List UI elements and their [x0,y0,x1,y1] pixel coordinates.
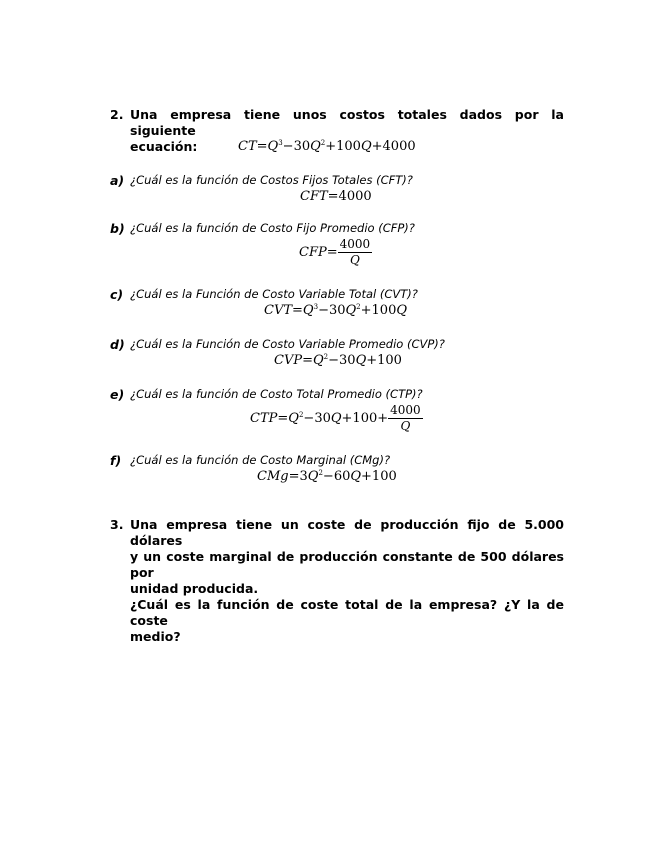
problem-2-statement-line1: Una empresa tiene unos costos totales dados por la siguiente [130,107,564,138]
answer-b-equation: CFP= $\frac{4000}{Q}$ [299,237,371,267]
question-a-letter: a) [110,173,125,188]
problem-2-statement-line2: ecuación: [130,139,198,154]
answer-f-equation: $CMg=3Q^2-60Q+100$ [257,469,397,484]
question-d-text: ¿Cuál es la Función de Costo Variable Promedio (CVP)? [130,337,445,351]
fraction: $\frac{4000}{Q}$ [339,237,371,267]
problem-3-line5: medio? [130,629,181,644]
ct-equation: $CT=Q^3-30Q^2+100Q+4000$ [238,139,416,154]
answer-e-equation: $CTP=Q^2-30Q+100+$ $\frac{4000}{Q}$ [250,403,421,433]
answer-c-equation: $CVT=Q^3-30Q^2+100Q$ [264,303,408,318]
problem-3-statement [130,517,564,645]
question-d-letter: d) [110,337,125,352]
answer-a-equation: CFT=4000 [300,189,372,204]
problem-3-line3: unidad producida. [130,581,259,596]
problem-3-line1: Una empresa tiene un coste de producción fijo de 5.000 dólares [130,517,564,548]
question-e-text: ¿Cuál es la función de Costo Total Promedio (CTP)? [130,387,423,401]
question-f-text: ¿Cuál es la función de Costo Marginal (CMg)? [130,453,391,467]
question-c-text: ¿Cuál es la Función de Costo Variable Total (CVT)? [130,287,418,301]
question-f-letter: f) [110,453,122,468]
question-e-letter: e) [110,387,125,402]
problem-3-line4: ¿Cuál es la función de coste total de la empresa? ¿Y la de coste [130,597,564,628]
problem-3-line2: y un coste marginal de producción constante de 500 dólares por [130,549,564,580]
question-c-letter: c) [110,287,124,302]
question-b-letter: b) [110,221,125,236]
fraction: $\frac{4000}{Q}$ [390,403,421,433]
question-b-text: ¿Cuál es la función de Costo Fijo Promedio (CFP)? [130,221,415,235]
problem-2-number: 2. [110,107,124,122]
problem-3-number: 3. [110,517,124,532]
question-a-text: ¿Cuál es la función de Costos Fijos Totales (CFT)? [130,173,413,187]
answer-d-equation: $CVP=Q^2-30Q+100$ [274,353,402,368]
